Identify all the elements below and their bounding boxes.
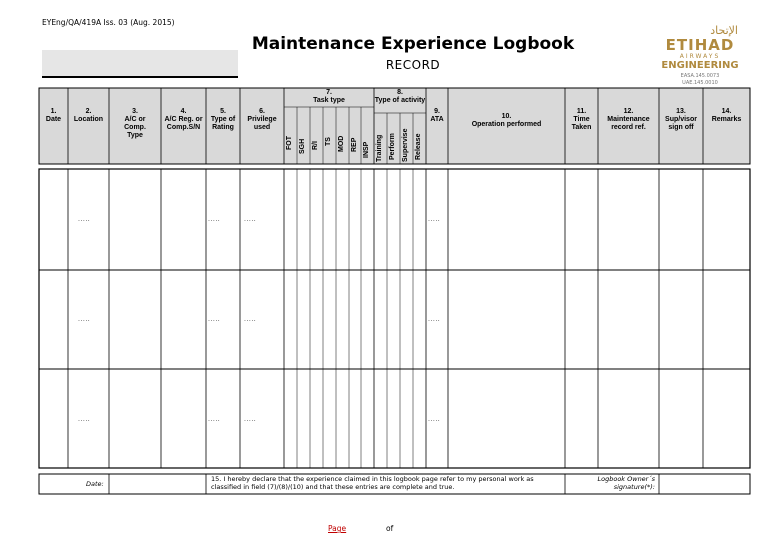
col-time-header: 11. Time Taken: [571, 108, 592, 131]
activity-perform-header: Perform: [389, 133, 396, 160]
col-location-header: 2. Location: [73, 108, 104, 123]
row2-rating-dots: .....: [208, 316, 221, 323]
row1-rating-dots: .....: [208, 216, 221, 223]
logo-arabic-text: الإتحاد: [710, 24, 738, 37]
activity-release-header: Release: [415, 133, 422, 160]
logo-engineering-text: ENGINEERING: [661, 60, 739, 71]
owner-signature-label: Logbook Owner´s signature(*):: [597, 475, 655, 491]
row2-location-dots: .....: [78, 316, 91, 323]
col-ac-type-header: 3. A/C or Comp. Type: [124, 108, 146, 139]
row1-location-dots: .....: [78, 216, 91, 223]
row3-location-dots: .....: [78, 416, 91, 423]
logo-airways-text: AIRWAYS: [679, 53, 721, 60]
footer-date-field[interactable]: [110, 475, 205, 493]
row3-ata-dots: .....: [428, 416, 441, 423]
col-rating-header: 5. Type of Rating: [210, 108, 236, 131]
activity-training-header: Training: [376, 134, 383, 162]
page-title: Maintenance Experience Logbook: [251, 34, 575, 54]
task-sgh-header: SGH: [299, 138, 306, 154]
col-task-type-header: 7. Task type: [313, 89, 345, 104]
col-ata-header: 9. ATA: [430, 108, 444, 123]
activity-supervise-header: Supervise: [402, 128, 409, 162]
col-activity-header: 8. Type of activity: [374, 89, 426, 104]
page-subtitle: RECORD: [385, 58, 441, 72]
col-ac-reg-header: 4. A/C Reg. or Comp.S/N: [164, 108, 203, 131]
task-mod-header: MOD: [338, 135, 345, 152]
row2-ata-dots: .....: [428, 316, 441, 323]
col-remarks-header: 14. Remarks: [711, 108, 742, 123]
row3-rating-dots: .....: [208, 416, 221, 423]
task-fot-header: FOT: [286, 136, 293, 150]
col-privilege-header: 6. Privilege used: [247, 108, 277, 131]
logo-etihad-text: ETIHAD: [665, 36, 735, 54]
col-date-header: 1. Date: [45, 108, 62, 123]
approval-number-easa: EASA.145.0073: [680, 73, 720, 79]
col-operation-header: 10. Operation performed: [471, 113, 542, 128]
owner-signature-field[interactable]: [660, 475, 749, 493]
form-code: EYEng/QA/419A Iss. 03 (Aug. 2015): [42, 18, 175, 27]
col-supervisor-header: 13. Sup/visor sign off: [665, 108, 697, 131]
of-label: of: [386, 524, 394, 533]
row1-privilege-dots: .....: [244, 216, 257, 223]
task-ri-header: R/I: [312, 141, 319, 150]
declaration-text: 15. I hereby declare that the experience claimed in this logbook page refer to my personal work as classified in field (7)/(8)/(10) and that these entries are complete and true.: [211, 475, 534, 491]
row3-privilege-dots: .....: [244, 416, 257, 423]
task-ts-header: TS: [325, 137, 332, 146]
page-label: Page: [328, 524, 347, 533]
col-record-ref-header: 12. Maintenance record ref.: [607, 108, 650, 131]
row2-privilege-dots: .....: [244, 316, 257, 323]
approval-number-uae: UAE.145.0010: [682, 80, 718, 86]
task-insp-header: INSP: [363, 141, 370, 158]
footer-date-label: Date:: [86, 480, 104, 488]
row1-ata-dots: .....: [428, 216, 441, 223]
task-rep-header: REP: [351, 137, 358, 152]
